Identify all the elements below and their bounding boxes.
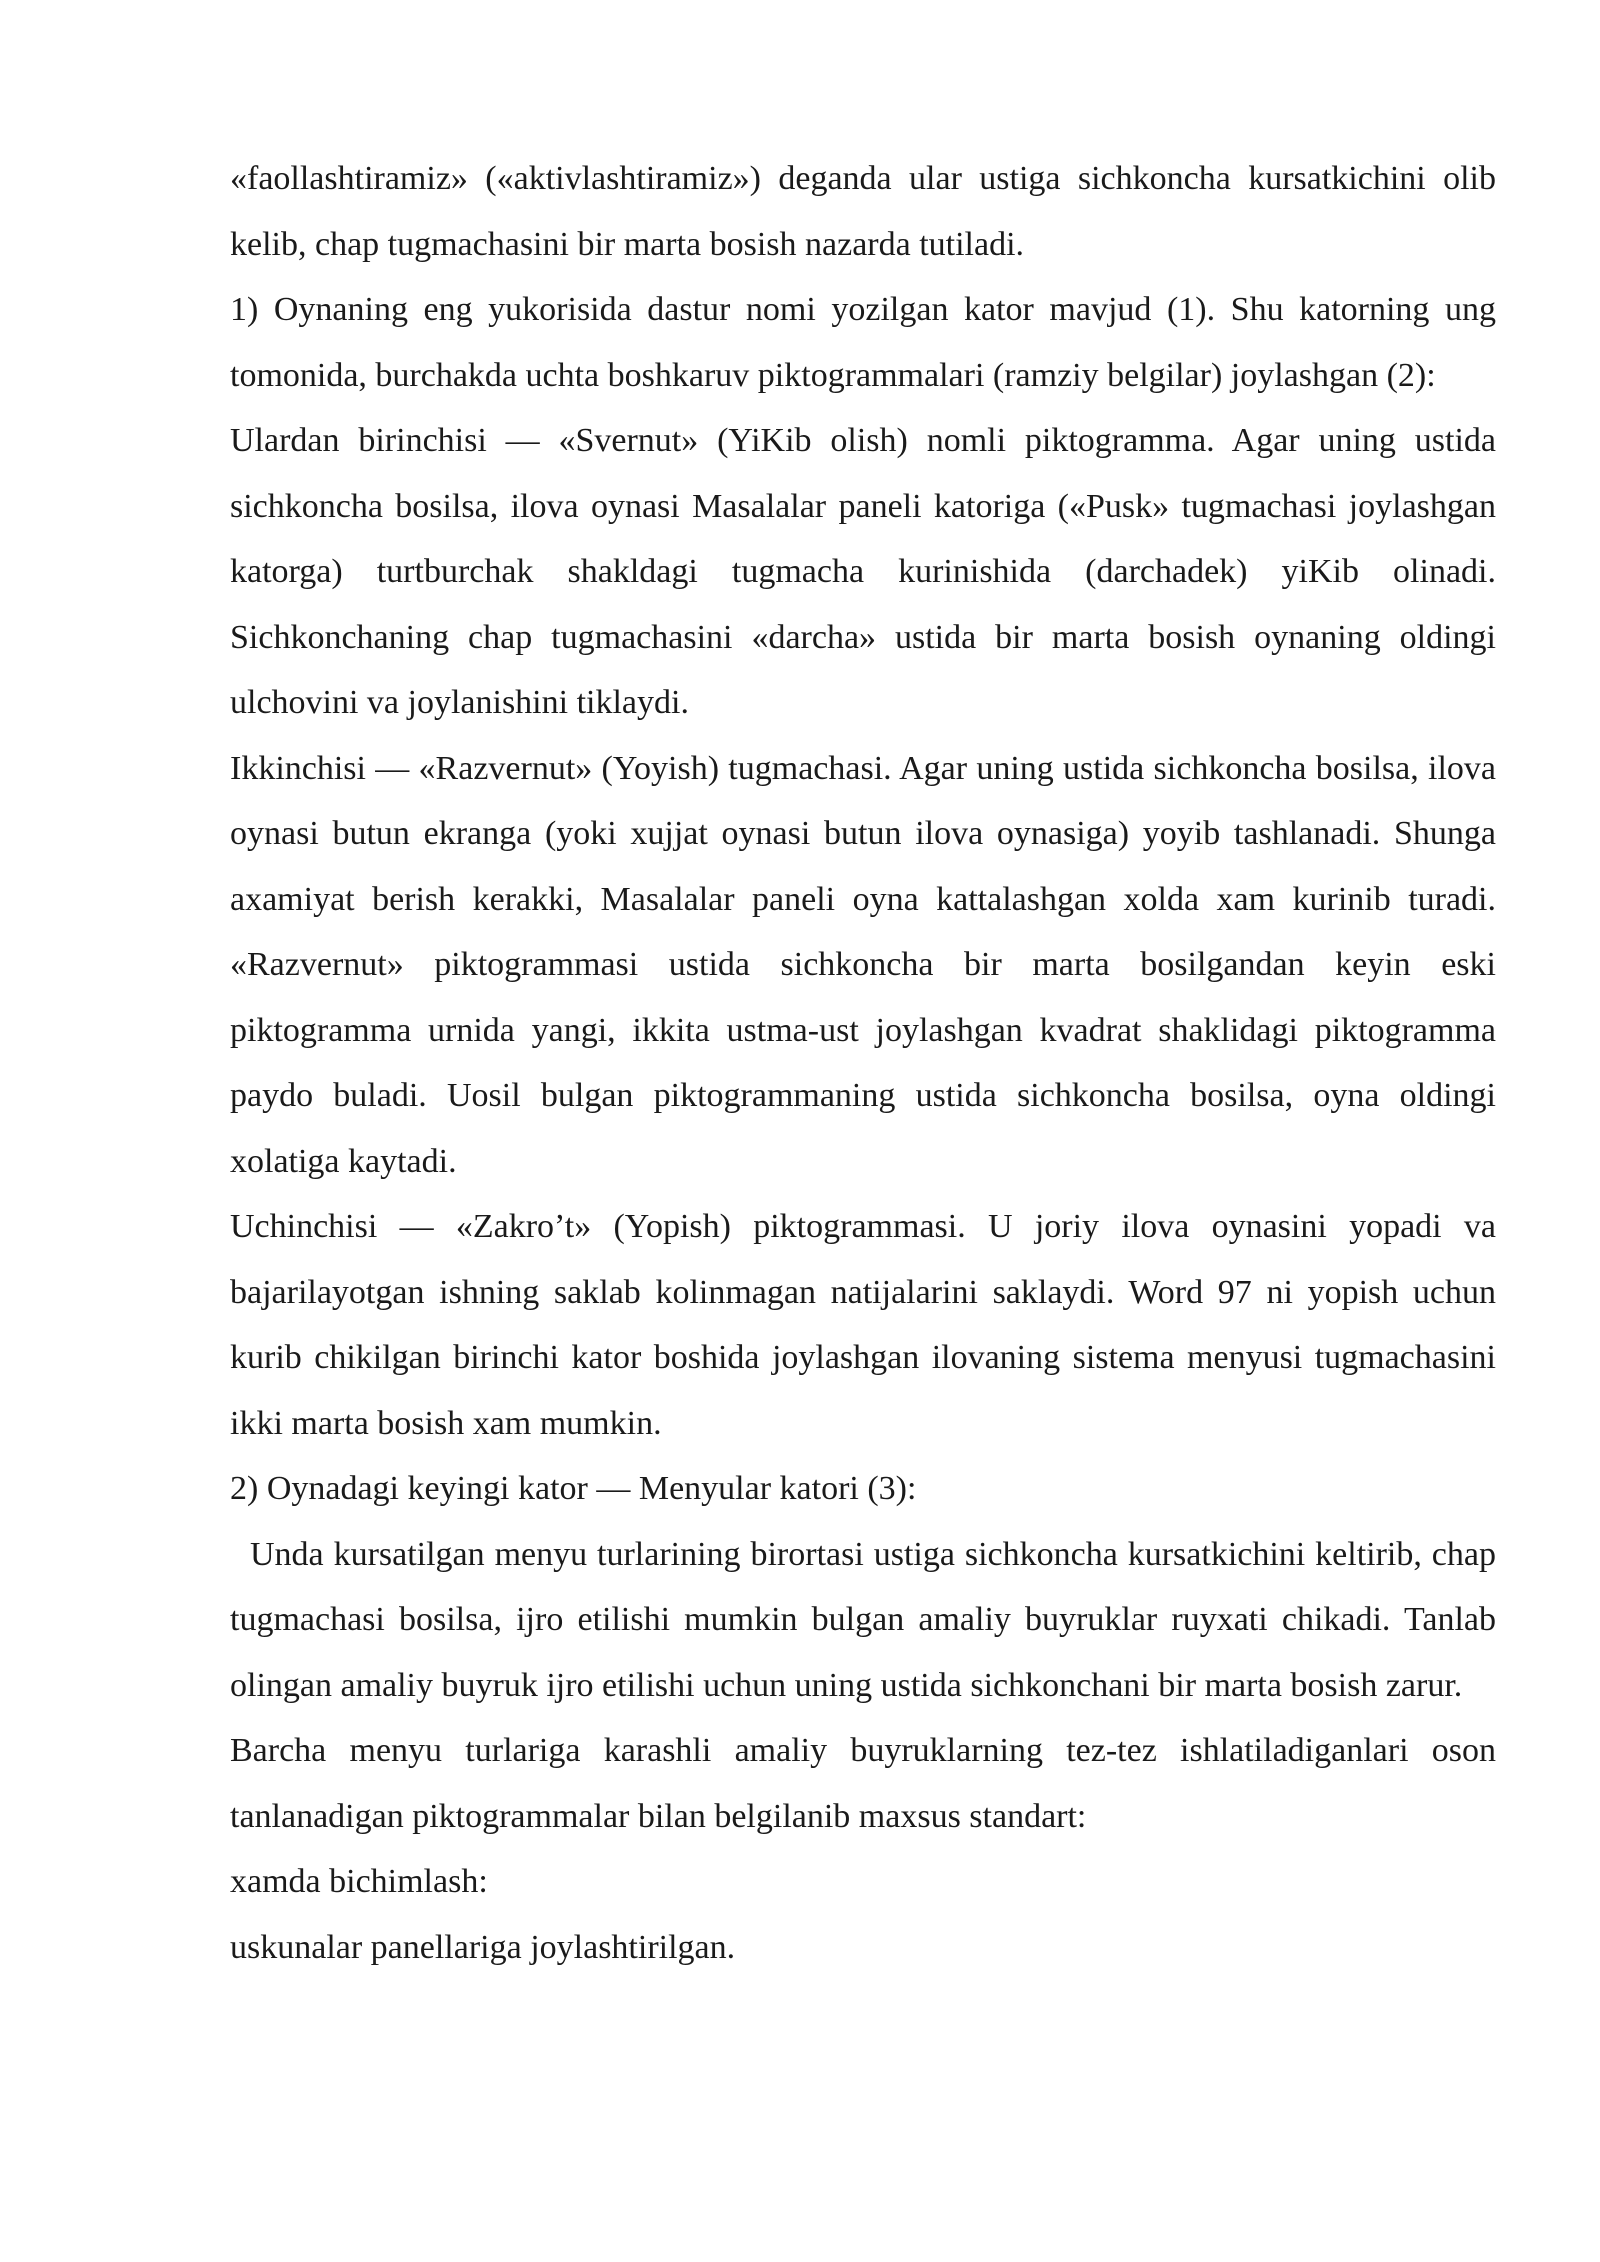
paragraph-menu-usage: Unda kursatilgan menyu turlarining birortasi ustiga sichkoncha kursatkichini keltirib, chap tugmachasi bosilsa, ijro etilishi mumkin bulgan amaliy buyruklar ruyxati chikadi. Tanlab olingan amaliy buyruk ijro etilishi uchun uning ustida sichkonchani bir marta bosish zarur. bbox=[230, 1535, 1496, 1704]
paragraph-minimize: Ulardan birinchisi — «Svernut» (YiKib olish) nomli piktogramma. Agar uning ustida sichkoncha bosilsa, ilova oynasi Masalalar paneli katoriga («Pusk» tugmachasi joylashgan katorga) turtburchak shakldagi tugmacha kurinishida (darchadek) yiKib olinadi. Sichkonchaning chap tugmachasini «darcha» ustida bir marta bosish oynaning oldingi ulchovini va joylanishini tiklaydi. bbox=[230, 422, 1496, 721]
document-page bbox=[230, 146, 1496, 1980]
paragraph-toolbar-intro: Barcha menyu turlariga karashli amaliy buyruklarning tez-tez ishlatiladiganlari oson tanlanadigan piktogrammalar bilan belgilanib maxsus standart: bbox=[230, 1732, 1496, 1835]
paragraph-intro: «faollashtiramiz» («aktivlashtiramiz») deganda ular ustiga sichkoncha kursatkichini olib kelib, chap tugmachasini bir marta bosish nazarda tutiladi. bbox=[230, 160, 1496, 263]
paragraph-close: Uchinchisi — «Zakro’t» (Yopish) piktogrammasi. U joriy ilova oynasini yopadi va bajarilayotgan ishning saklab kolinmagan natijalarini saklaydi. Word 97 ni yopish uchun kurib chikilgan birinchi kator boshida joylashgan ilovaning sistema menyusi tugmachasini ikki marta bosish xam mumkin. bbox=[230, 1208, 1496, 1442]
paragraph-toolbars: uskunalar panellariga joylashtirilgan. bbox=[230, 1928, 736, 1966]
paragraph-menu-bar: 2) Oynadagi keyingi kator — Menyular katori (3): bbox=[230, 1470, 917, 1507]
paragraph-title-bar: 1) Oynaning eng yukorisida dastur nomi yozilgan kator mavjud (1). Shu katorning ung tomonida, burchakda uchta boshkaruv piktogrammalari (ramziy belgilar) joylashgan (2): bbox=[230, 291, 1496, 394]
paragraph-formatting: xamda bichimlash: bbox=[230, 1863, 488, 1900]
paragraph-maximize: Ikkinchisi — «Razvernut» (Yoyish) tugmachasi. Agar uning ustida sichkoncha bosilsa, ilova oynasi butun ekranga (yoki xujjat oynasi butun ilova oynasiga) yoyib tashlanadi. Shunga axamiyat berish kerakki, Masalalar paneli oyna kattalashgan xolda xam kurinib turadi. «Razvernut» piktogrammasi ustida sichkoncha bir marta bosilgandan keyin eski piktogramma urnida yangi, ikkita ustma-ust joylashgan kvadrat shaklidagi piktogramma paydo buladi. Uosil bulgan piktogrammaning ustida sichkoncha bosilsa, oyna oldingi xolatiga kaytadi. bbox=[230, 749, 1496, 1180]
